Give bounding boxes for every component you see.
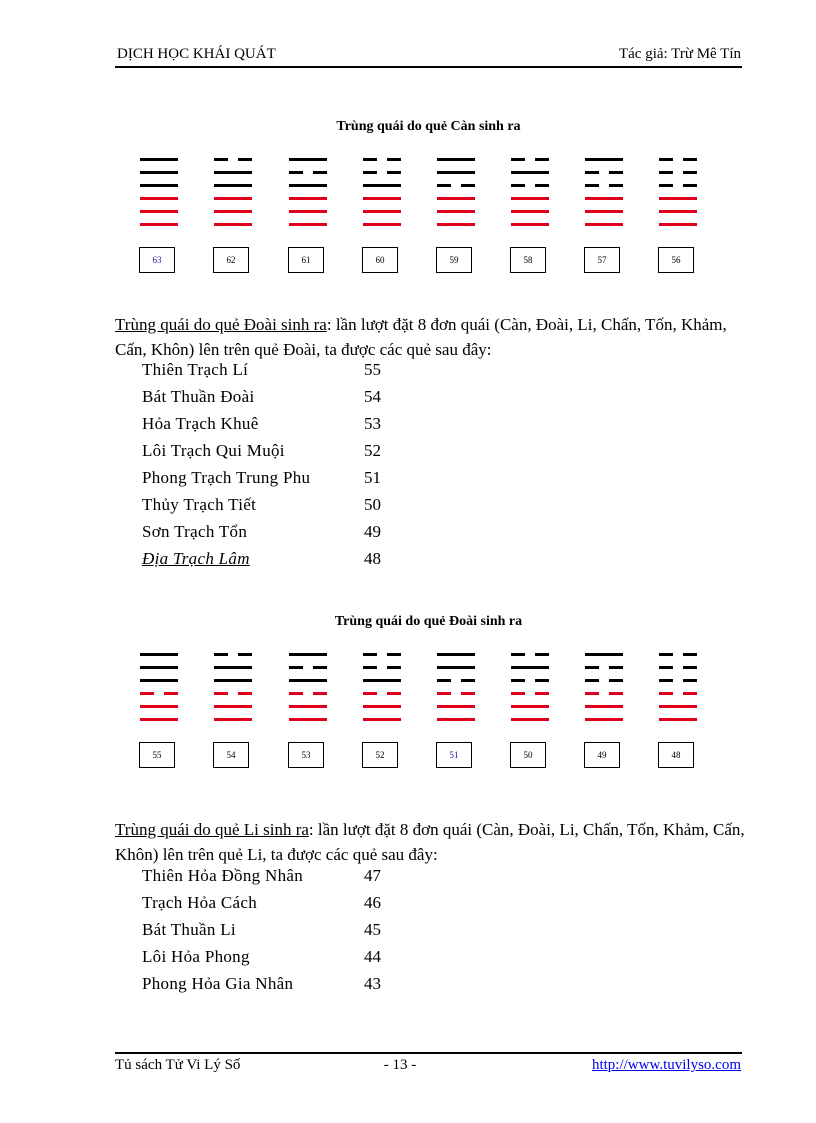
yang-line [214,197,252,200]
hexagram-list-item [142,495,442,522]
yang-line [437,197,475,200]
hexagram-number: 53 [364,414,381,433]
yang-line [363,705,401,708]
yin-line [659,158,697,161]
yang-line [511,171,549,174]
hexagram-name: Trạch Hỏa Cách [142,893,257,912]
hexagram-list-item [142,974,442,1001]
yin-line [214,692,252,695]
yang-line [140,171,178,174]
hexagram-number: 46 [364,893,381,912]
yin-line [437,184,475,187]
section-2-lead: Trùng quái do quẻ Li sinh ra [115,820,309,839]
yin-line [363,653,401,656]
hexagram-number: 52 [364,441,381,460]
yang-line [437,653,475,656]
yin-line [659,171,697,174]
yang-line [289,197,327,200]
yang-line [511,666,549,669]
hexagram-name: Bát Thuần Đoài [142,387,255,406]
figure-2-hexagram-row [0,653,816,793]
hexagram-list-item [142,387,442,414]
section-1-text: : lần lượt đặt 8 đơn quái (Càn, Đoài, Li, Chấn, Tốn, Khảm, Cấn, Khôn) lên trên quẻ Đoài, ta được các quẻ sau đây: [115,315,727,359]
hexagram-number-box: 59 [436,247,472,273]
header-author: Tác giả: Trừ Mê Tín [618,46,741,62]
yin-line [140,692,178,695]
section-1-paragraph [115,312,755,362]
footer-book-title: Tủ sách Tử Vi Lý Số [115,1057,241,1073]
yin-line [214,653,252,656]
yang-line [437,666,475,669]
hexagram-name: Bát Thuần Li [142,920,236,939]
hexagram-name: Thiên Hỏa Đồng Nhân [142,866,304,885]
yang-line [585,653,623,656]
hexagram-number-box: 52 [362,742,398,768]
yang-line [363,184,401,187]
yin-line [511,679,549,682]
yang-line [289,184,327,187]
header-title: DỊCH HỌC KHÁI QUÁT [117,46,276,62]
yang-line [437,210,475,213]
yang-line [140,705,178,708]
hexagram-list-item [142,866,442,893]
yang-line [214,184,252,187]
hexagram-list-item [142,920,442,947]
hexagram-list-item [142,414,442,441]
section-1-lead: Trùng quái do quẻ Đoài sinh ra [115,315,327,334]
yin-line [363,666,401,669]
yang-line [659,197,697,200]
yang-line [437,705,475,708]
yin-line [214,158,252,161]
page-number: - 13 - [383,1057,417,1073]
yang-line [659,705,697,708]
hexagram-number: 45 [364,920,381,939]
hexagram-name: Lôi Hỏa Phong [142,947,250,966]
hexagram-number: 55 [364,360,381,379]
yin-line [289,692,327,695]
yang-line [140,210,178,213]
hexagram-list-item [142,893,442,920]
yang-line [437,158,475,161]
hexagram-number-box: 50 [510,742,546,768]
yang-line [511,718,549,721]
hexagram-number: 50 [364,495,381,514]
yang-line [140,718,178,721]
hexagram-list-item [142,360,442,387]
hexagram-number-box: 60 [362,247,398,273]
hexagram-number-box: 49 [584,742,620,768]
hexagram-number: 43 [364,974,381,993]
yang-line [140,679,178,682]
hexagram-number: 47 [364,866,381,885]
yang-line [289,718,327,721]
yang-line [437,223,475,226]
hexagram-number-box: 48 [658,742,694,768]
hexagram-name: Phong Trạch Trung Phu [142,468,311,487]
footer-website-link[interactable]: http://www.tuvilyso.com [591,1057,741,1073]
hexagram-list-item [142,549,442,576]
yin-line [585,184,623,187]
figure-2-caption: Trùng quái do quẻ Đoài sinh ra [334,614,523,629]
yang-line [437,171,475,174]
yin-line [659,679,697,682]
yin-line [289,666,327,669]
yang-line [289,705,327,708]
yang-line [214,679,252,682]
yang-line [289,679,327,682]
hexagram-name: Địa Trạch Lâm [142,549,250,568]
yang-line [289,210,327,213]
yang-line [289,223,327,226]
hexagram-number: 54 [364,387,381,406]
section-2-paragraph [115,817,755,867]
yang-line [585,705,623,708]
hexagram-name: Lôi Trạch Qui Muội [142,441,285,460]
yang-line [214,666,252,669]
figure-1-caption: Trùng quái do quẻ Càn sinh ra [336,119,521,134]
yang-line [363,210,401,213]
hexagram-name: Thiên Trạch Lí [142,360,249,379]
yin-line [659,653,697,656]
yang-line [363,679,401,682]
yin-line [363,171,401,174]
yin-line [511,184,549,187]
hexagram-number: 48 [364,549,381,568]
hexagram-number-box: 57 [584,247,620,273]
yin-line [585,666,623,669]
hexagram-list-item [142,947,442,974]
yang-line [214,210,252,213]
yang-line [363,718,401,721]
hexagram-name: Hỏa Trạch Khuê [142,414,259,433]
yin-line [585,679,623,682]
hexagram-number-box: 54 [213,742,249,768]
yin-line [363,692,401,695]
section-2-text: : lần lượt đặt 8 đơn quái (Càn, Đoài, Li, Chấn, Tốn, Khảm, Cấn, Khôn) lên trên quẻ Li, ta được các quẻ sau đây: [115,820,745,864]
hexagram-number-box: 53 [288,742,324,768]
yin-line [585,692,623,695]
yang-line [585,718,623,721]
yang-line [511,705,549,708]
hexagram-name: Phong Hỏa Gia Nhân [142,974,294,993]
hexagram-number: 49 [364,522,381,541]
yang-line [363,223,401,226]
hexagram-number-box: 63 [139,247,175,273]
figure-1-hexagram-row [0,158,816,298]
yin-line [659,666,697,669]
hexagram-name: Sơn Trạch Tổn [142,522,248,541]
hexagram-number: 51 [364,468,381,487]
hexagram-name: Thủy Trạch Tiết [142,495,257,514]
yang-line [140,197,178,200]
yang-line [214,718,252,721]
yang-line [289,158,327,161]
yin-line [585,171,623,174]
yang-line [511,210,549,213]
yin-line [437,679,475,682]
yang-line [437,718,475,721]
hexagram-list-item [142,468,442,495]
hexagram-number: 44 [364,947,381,966]
yang-line [140,223,178,226]
yang-line [289,653,327,656]
yang-line [659,210,697,213]
footer-divider [115,1052,742,1054]
yang-line [140,184,178,187]
hexagram-list-item [142,441,442,468]
yang-line [140,158,178,161]
yin-line [659,692,697,695]
yang-line [659,223,697,226]
hexagram-number-box: 58 [510,247,546,273]
yang-line [585,197,623,200]
hexagram-number-box: 55 [139,742,175,768]
yang-line [363,197,401,200]
yang-line [140,666,178,669]
hexagram-number-box: 62 [213,247,249,273]
yin-line [659,184,697,187]
yin-line [289,171,327,174]
hexagram-list-item [142,522,442,549]
yang-line [585,158,623,161]
yin-line [511,158,549,161]
yin-line [511,692,549,695]
section-2-hexagram-list [142,866,442,1001]
yang-line [214,171,252,174]
hexagram-number-box: 51 [436,742,472,768]
yin-line [437,692,475,695]
yang-line [511,197,549,200]
header-divider [115,66,742,68]
yang-line [585,223,623,226]
yin-line [363,158,401,161]
yin-line [511,653,549,656]
hexagram-number-box: 56 [658,247,694,273]
yang-line [140,653,178,656]
yang-line [659,718,697,721]
yang-line [214,705,252,708]
hexagram-number-box: 61 [288,247,324,273]
yang-line [214,223,252,226]
yang-line [585,210,623,213]
yang-line [511,223,549,226]
section-1-hexagram-list [142,360,442,576]
